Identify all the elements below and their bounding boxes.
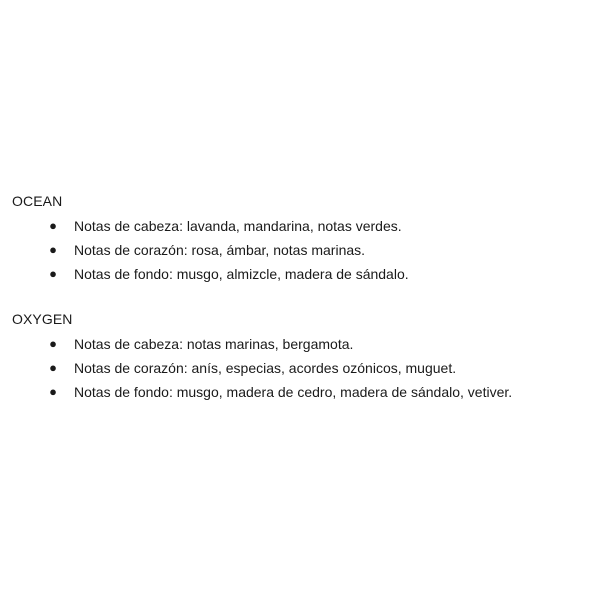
section-ocean [12,192,592,286]
note-text: Notas de fondo: musgo, almizcle, madera de sándalo. [74,266,409,282]
notes-list [12,214,592,286]
bullet-icon: ● [49,360,57,375]
section-heading: OXYGEN [12,311,73,327]
bullet-icon: ● [49,218,57,233]
notes-list [12,332,592,404]
note-text: Notas de corazón: anís, especias, acordes ozónicos, muguet. [74,360,457,376]
bullet-icon: ● [49,336,57,351]
bullet-icon: ● [49,266,57,281]
bullet-icon: ● [49,384,57,399]
list-item [12,214,592,238]
list-item [12,356,592,380]
section-heading: OCEAN [12,193,63,209]
note-text: Notas de corazón: rosa, ámbar, notas marinas. [74,242,366,258]
list-item [12,380,592,404]
note-text: Notas de fondo: musgo, madera de cedro, madera de sándalo, vetiver. [74,384,513,400]
list-item [12,262,592,286]
list-item [12,332,592,356]
list-item [12,238,592,262]
section-oxygen [12,310,592,404]
note-text: Notas de cabeza: lavanda, mandarina, notas verdes. [74,218,402,234]
bullet-icon: ● [49,242,57,257]
note-text: Notas de cabeza: notas marinas, bergamota. [74,336,354,352]
